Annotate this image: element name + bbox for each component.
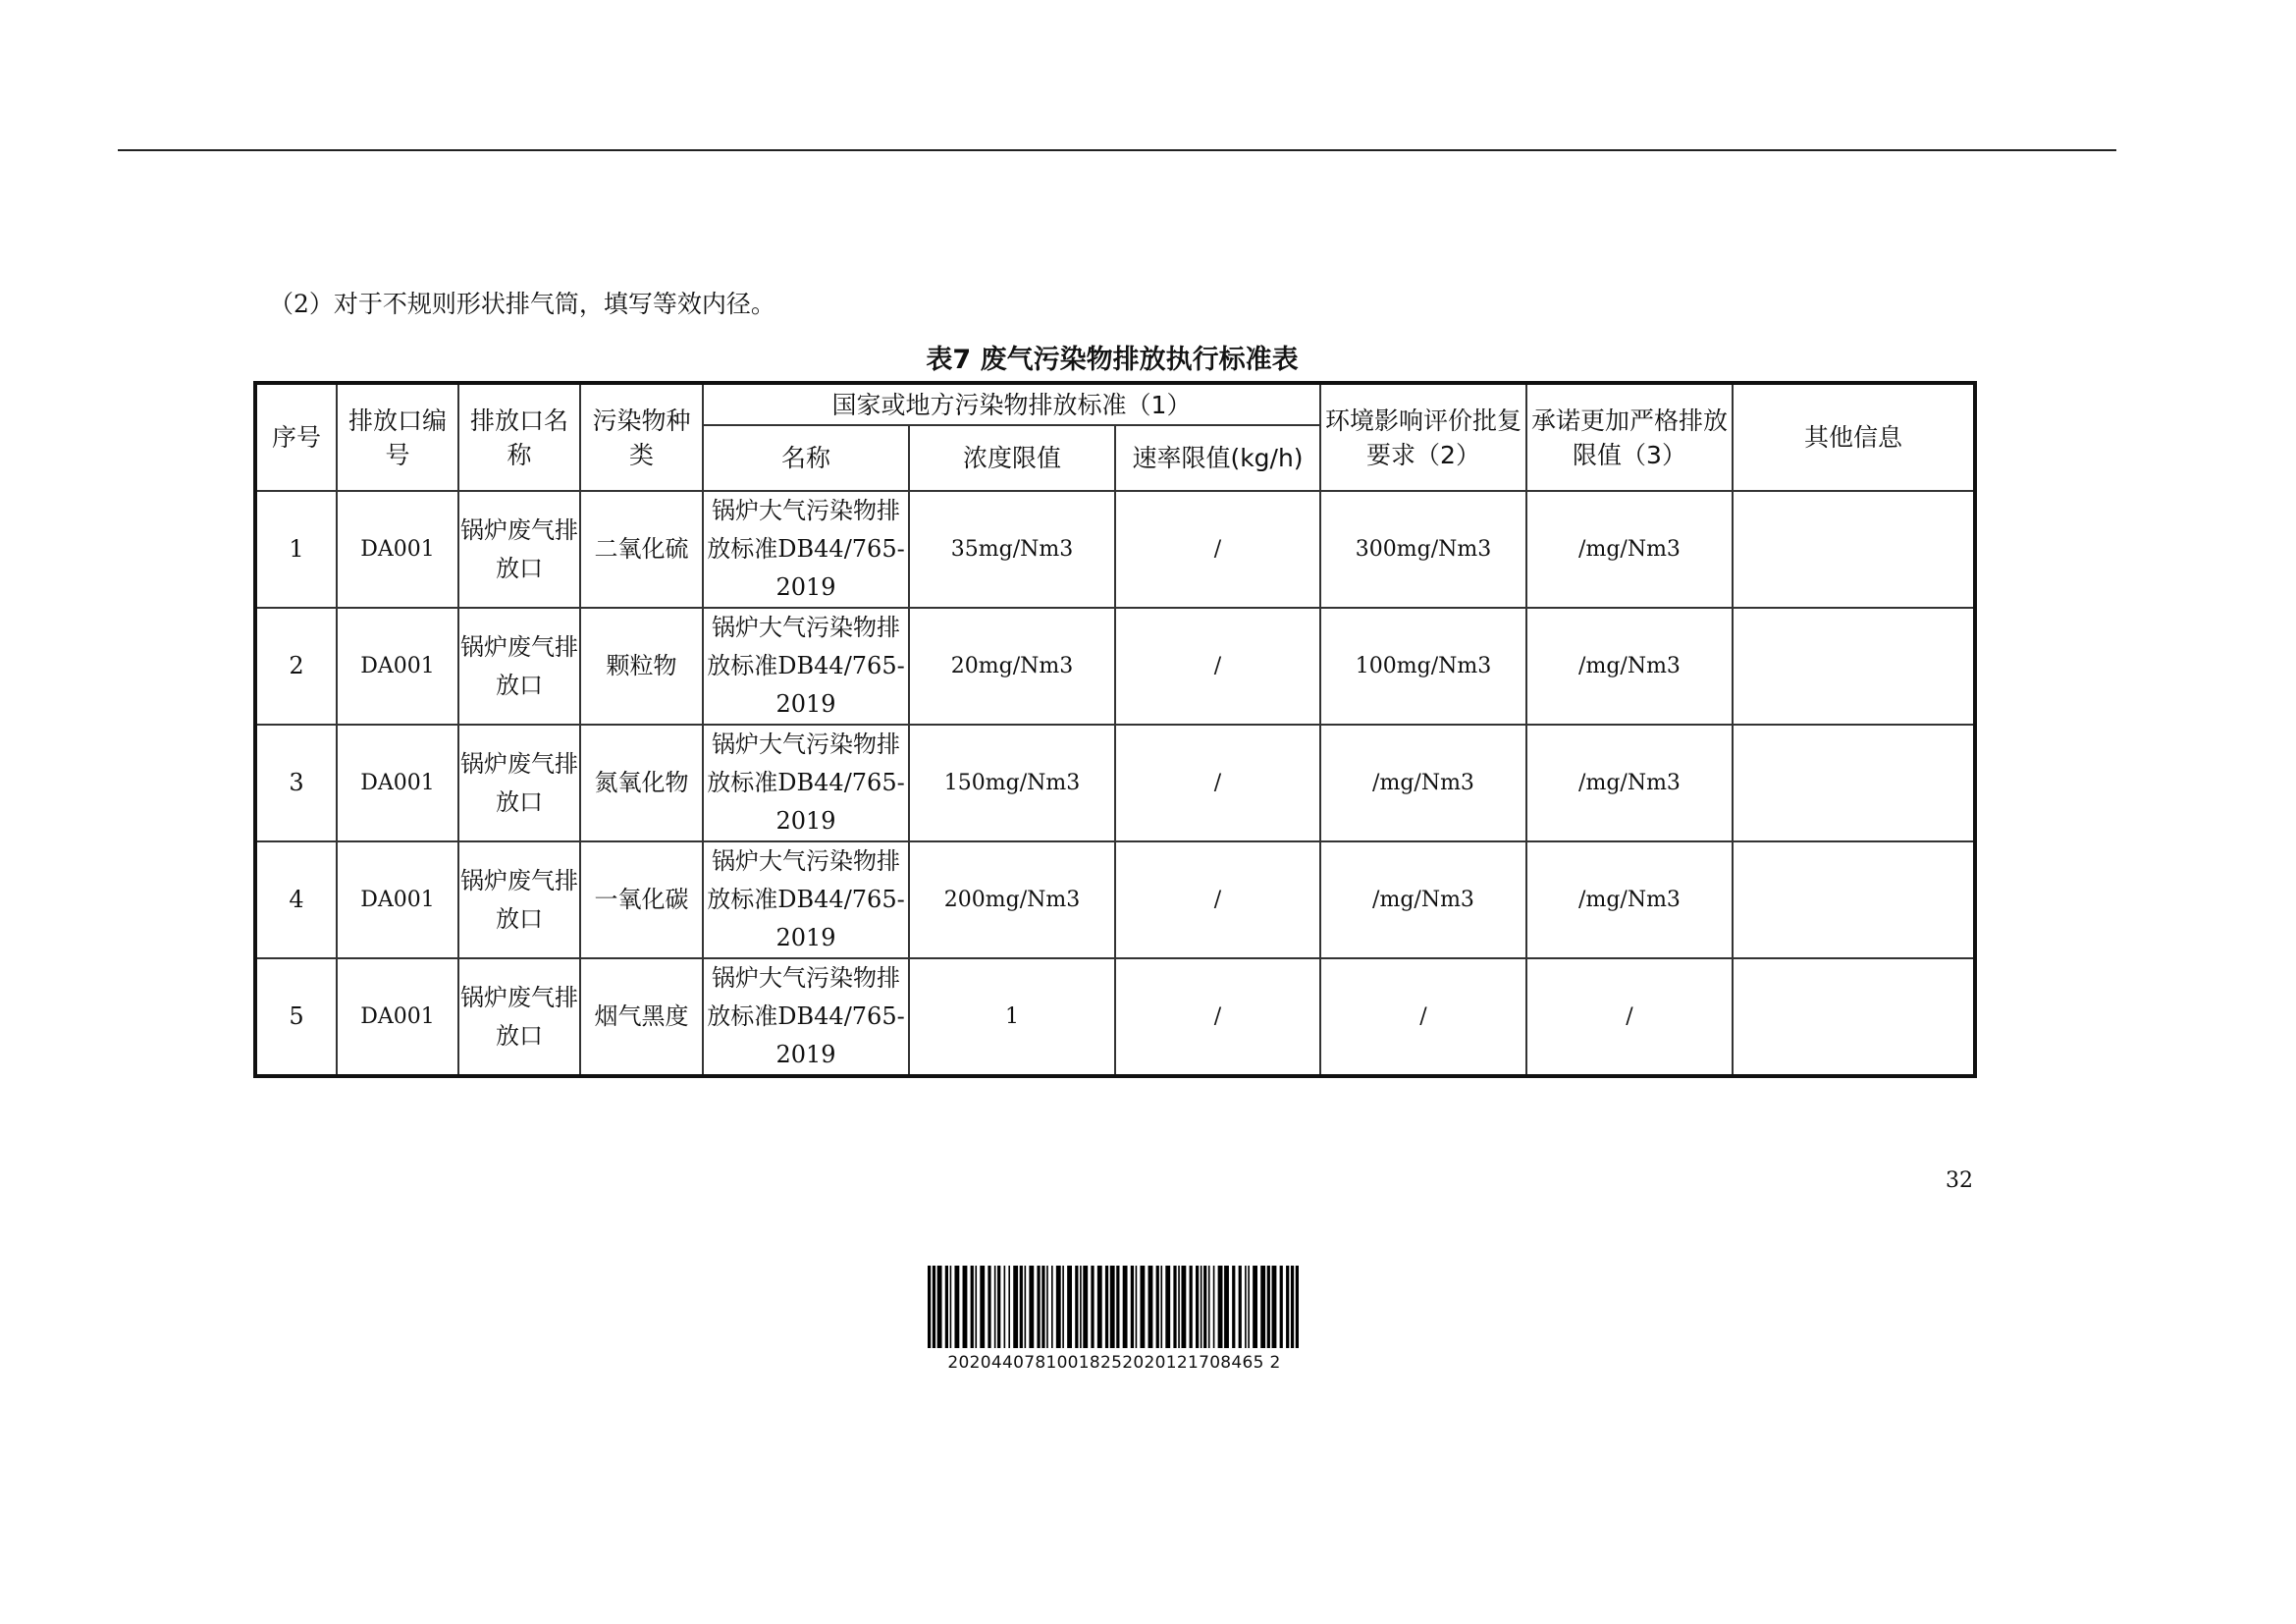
barcode-bar xyxy=(1062,1266,1064,1348)
cell-seq: 5 xyxy=(255,958,337,1076)
barcode-bar xyxy=(1248,1266,1250,1348)
cell-pollutant: 一氧化碳 xyxy=(580,841,703,958)
barcode-bar xyxy=(1272,1266,1277,1348)
barcode-bar xyxy=(1116,1266,1119,1348)
header-standard-group: 国家或地方污染物排放标准（1） xyxy=(703,383,1320,425)
cell-standard-name: 锅炉大气污染物排放标准DB44/765-2019 xyxy=(703,841,909,958)
barcode-bar xyxy=(950,1266,952,1348)
barcode-number: 20204407810018252020121708465 2 xyxy=(947,1353,1281,1373)
cell-other-info xyxy=(1733,958,1975,1076)
barcode-bar xyxy=(997,1266,1000,1348)
cell-standard-name: 锅炉大气污染物排放标准DB44/765-2019 xyxy=(703,958,909,1076)
cell-eia-requirement: / xyxy=(1320,958,1526,1076)
barcode-bar xyxy=(1136,1266,1138,1348)
barcode-bar xyxy=(1110,1266,1115,1348)
barcode-bar xyxy=(1140,1266,1145,1348)
note-text: （2）对于不规则形状排气筒，填写等效内径。 xyxy=(269,290,775,318)
barcode-bar xyxy=(933,1266,935,1348)
cell-eia-requirement: 100mg/Nm3 xyxy=(1320,608,1526,725)
table-row xyxy=(255,491,1975,608)
cell-concentration-limit: 200mg/Nm3 xyxy=(909,841,1115,958)
barcode-bar xyxy=(1224,1266,1229,1348)
barcode-bar xyxy=(1190,1266,1193,1348)
cell-concentration-limit: 150mg/Nm3 xyxy=(909,725,1115,841)
cell-rate-limit: / xyxy=(1115,725,1320,841)
cell-rate-limit: / xyxy=(1115,958,1320,1076)
cell-concentration-limit: 35mg/Nm3 xyxy=(909,491,1115,608)
header-pollutant: 污染物种类 xyxy=(580,383,703,491)
cell-outlet-name: 锅炉废气排放口 xyxy=(458,725,580,841)
header-row-1 xyxy=(255,383,1975,425)
barcode-bar xyxy=(1037,1266,1040,1348)
barcode-bar xyxy=(1165,1266,1170,1348)
cell-eia-requirement: /mg/Nm3 xyxy=(1320,841,1526,958)
barcode-bar xyxy=(1080,1266,1082,1348)
barcode-bar xyxy=(1004,1266,1006,1348)
barcode-bar xyxy=(994,1266,996,1348)
barcode-bar xyxy=(954,1266,959,1348)
cell-outlet-code: DA001 xyxy=(337,841,458,958)
cell-standard-name: 锅炉大气污染物排放标准DB44/765-2019 xyxy=(703,725,909,841)
cell-pollutant: 烟气黑度 xyxy=(580,958,703,1076)
barcode-bar xyxy=(1208,1266,1210,1348)
cell-seq: 3 xyxy=(255,725,337,841)
barcode-bar xyxy=(1041,1266,1044,1348)
barcode-bar xyxy=(1013,1266,1018,1348)
barcode-bar xyxy=(1008,1266,1010,1348)
cell-stricter-limit: /mg/Nm3 xyxy=(1526,491,1733,608)
cell-outlet-name: 锅炉废气排放口 xyxy=(458,491,580,608)
table-row xyxy=(255,958,1975,1076)
barcode-bar xyxy=(1286,1266,1289,1348)
cell-seq: 4 xyxy=(255,841,337,958)
header-eia-requirement: 环境影响评价批复要求（2） xyxy=(1320,383,1526,491)
barcode-bar xyxy=(1196,1266,1199,1348)
cell-pollutant: 氮氧化物 xyxy=(580,725,703,841)
barcode-bar xyxy=(1253,1266,1257,1348)
barcode-bar xyxy=(1083,1266,1088,1348)
cell-concentration-limit: 1 xyxy=(909,958,1115,1076)
table-row xyxy=(255,725,1975,841)
cell-rate-limit: / xyxy=(1115,841,1320,958)
cell-stricter-limit: /mg/Nm3 xyxy=(1526,608,1733,725)
barcode-bar xyxy=(1025,1266,1027,1348)
cell-other-info xyxy=(1733,725,1975,841)
barcode-bar xyxy=(1105,1266,1108,1348)
cell-stricter-limit: /mg/Nm3 xyxy=(1526,725,1733,841)
barcode-bar xyxy=(971,1266,974,1348)
barcode-bar xyxy=(937,1266,942,1348)
header-other-info: 其他信息 xyxy=(1733,383,1975,491)
barcode-bar xyxy=(1173,1266,1176,1348)
table-row xyxy=(255,608,1975,725)
barcode-bar xyxy=(1296,1266,1299,1348)
barcode-bar xyxy=(1046,1266,1048,1348)
barcode-bar xyxy=(1280,1266,1283,1348)
barcode-bar xyxy=(945,1266,948,1348)
barcode-bar xyxy=(1260,1266,1265,1348)
barcode-bar xyxy=(1148,1266,1153,1348)
barcode-bar xyxy=(988,1266,990,1348)
header-concentration-limit: 浓度限值 xyxy=(909,425,1115,491)
barcode-icon xyxy=(928,1266,1299,1348)
barcode-bar xyxy=(1160,1266,1162,1348)
barcode-bar xyxy=(1123,1266,1128,1348)
barcode-bar xyxy=(1075,1266,1078,1348)
cell-eia-requirement: 300mg/Nm3 xyxy=(1320,491,1526,608)
cell-outlet-code: DA001 xyxy=(337,958,458,1076)
cell-outlet-code: DA001 xyxy=(337,725,458,841)
header-outlet-name: 排放口名称 xyxy=(458,383,580,491)
barcode-bar xyxy=(1291,1266,1294,1348)
header-seq: 序号 xyxy=(255,383,337,491)
cell-outlet-name: 锅炉废气排放口 xyxy=(458,958,580,1076)
barcode-bar xyxy=(963,1266,968,1348)
cell-seq: 1 xyxy=(255,491,337,608)
cell-stricter-limit: /mg/Nm3 xyxy=(1526,841,1733,958)
barcode-bar xyxy=(1020,1266,1023,1348)
cell-other-info xyxy=(1733,608,1975,725)
barcode-bar xyxy=(1051,1266,1053,1348)
barcode-bar xyxy=(980,1266,985,1348)
cell-standard-name: 锅炉大气污染物排放标准DB44/765-2019 xyxy=(703,608,909,725)
cell-eia-requirement: /mg/Nm3 xyxy=(1320,725,1526,841)
barcode-bar xyxy=(1267,1266,1270,1348)
barcode-bar xyxy=(1156,1266,1159,1348)
cell-concentration-limit: 20mg/Nm3 xyxy=(909,608,1115,725)
cell-outlet-name: 锅炉废气排放口 xyxy=(458,841,580,958)
header-rule xyxy=(118,149,2116,151)
barcode-bar xyxy=(1091,1266,1094,1348)
barcode-bar xyxy=(1203,1266,1206,1348)
barcode-bar xyxy=(1213,1266,1215,1348)
barcode-bar xyxy=(1097,1266,1102,1348)
barcode-bar xyxy=(1245,1266,1247,1348)
barcode-bar xyxy=(975,1266,977,1348)
cell-seq: 2 xyxy=(255,608,337,725)
cell-stricter-limit: / xyxy=(1526,958,1733,1076)
barcode-bar xyxy=(1181,1266,1186,1348)
cell-other-info xyxy=(1733,841,1975,958)
cell-outlet-code: DA001 xyxy=(337,608,458,725)
cell-standard-name: 锅炉大气污染物排放标准DB44/765-2019 xyxy=(703,491,909,608)
barcode-bar xyxy=(1218,1266,1223,1348)
barcode-bar xyxy=(1029,1266,1034,1348)
barcode-bar xyxy=(1239,1266,1242,1348)
table-caption: 表7 废气污染物排放执行标准表 xyxy=(926,345,1299,375)
cell-outlet-name: 锅炉废气排放口 xyxy=(458,608,580,725)
emission-standard-table xyxy=(253,381,1977,1078)
header-standard-name: 名称 xyxy=(703,425,909,491)
cell-rate-limit: / xyxy=(1115,608,1320,725)
cell-rate-limit: / xyxy=(1115,491,1320,608)
header-rate-limit: 速率限值(kg/h) xyxy=(1115,425,1320,491)
barcode-bar xyxy=(1067,1266,1072,1348)
barcode-bar xyxy=(1232,1266,1235,1348)
barcode-bar xyxy=(1131,1266,1134,1348)
cell-other-info xyxy=(1733,491,1975,608)
cell-outlet-code: DA001 xyxy=(337,491,458,608)
barcode-bar xyxy=(1201,1266,1202,1348)
barcode-bar xyxy=(928,1266,931,1348)
header-stricter-limit: 承诺更加严格排放限值（3） xyxy=(1526,383,1733,491)
barcode-bar xyxy=(1056,1266,1061,1348)
cell-pollutant: 颗粒物 xyxy=(580,608,703,725)
header-outlet-code: 排放口编号 xyxy=(337,383,458,491)
page-number: 32 xyxy=(1946,1168,1973,1193)
cell-pollutant: 二氧化硫 xyxy=(580,491,703,608)
barcode-bar xyxy=(1178,1266,1180,1348)
table-row xyxy=(255,841,1975,958)
